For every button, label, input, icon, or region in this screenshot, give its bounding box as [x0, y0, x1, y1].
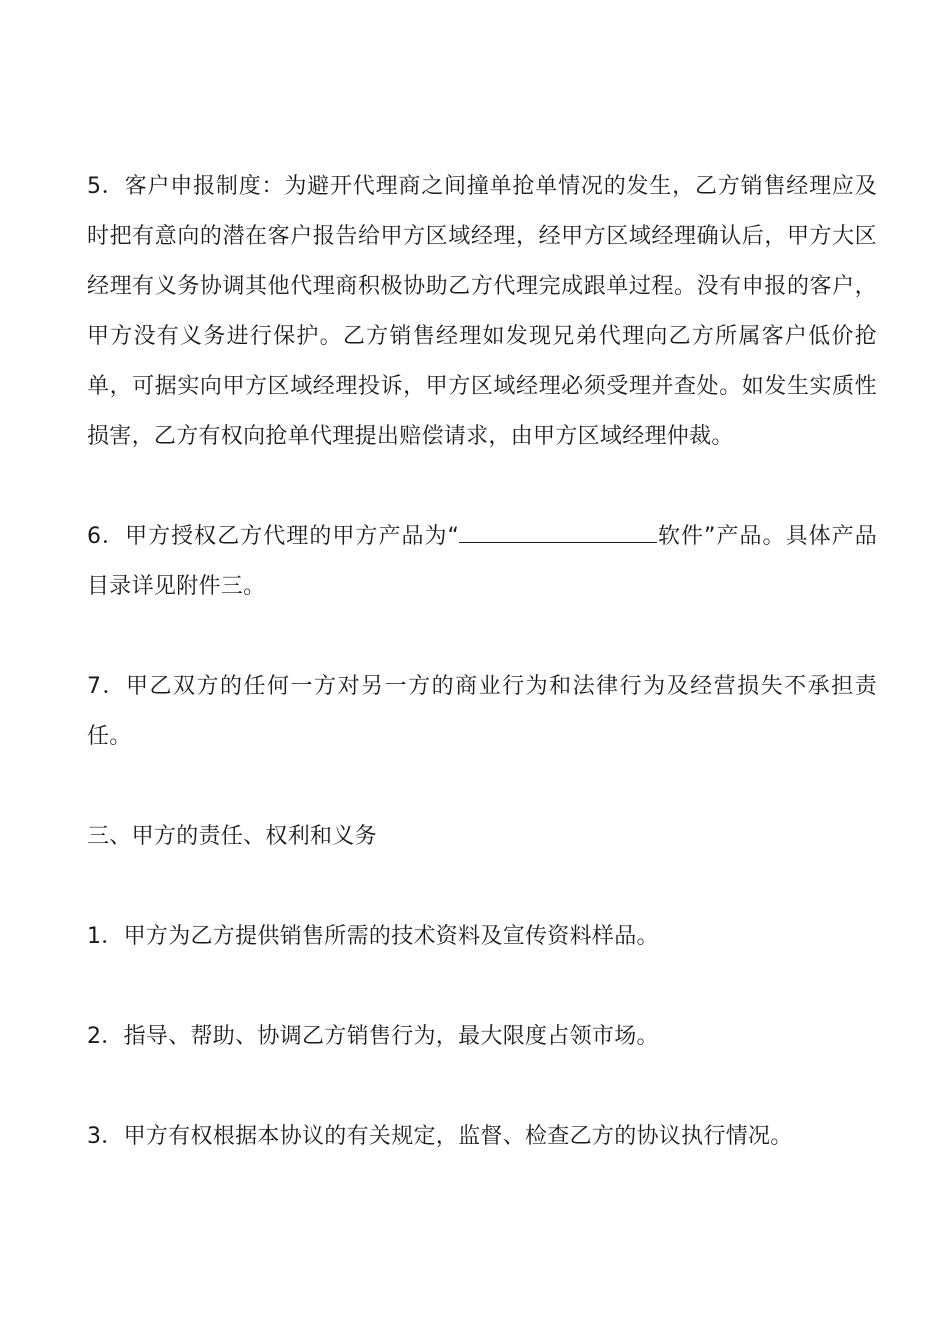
clause-6-authorized-products [87, 512, 877, 612]
section-3-item-1: 1．甲方为乙方提供销售所需的技术资料及宣传资料样品。 [87, 924, 659, 949]
paragraph-spacer [87, 962, 877, 1012]
section-3-item-3: 3．甲方有权根据本协议的有关规定，监督、检查乙方的协议执行情况。 [87, 1124, 793, 1149]
clause-5-customer-reporting: 5．客户申报制度：为避开代理商之间撞单抢单情况的发生，乙方销售经理应及时把有意向的潜在客户报告给甲方区域经理，经甲方区域经理确认后，甲方大区经理有义务协调其他代理商积极协助乙方代理完成跟单过程。没有申报的客户，甲方没有义务进行保护。乙方销售经理如发现兄弟代理向乙方所属客户低价抢单，可据实向甲方区域经理投诉，甲方区域经理必须受理并查处。如发生实质性损害，乙方有权向抢单代理提出赔偿请求，由甲方区域经理仲裁。 [87, 174, 877, 449]
clause-6-text-before: 6．甲方授权乙方代理的甲方产品为“ [87, 524, 460, 549]
paragraph-spacer [87, 862, 877, 912]
document-page [87, 162, 877, 1162]
paragraph-spacer [87, 762, 877, 812]
paragraph-spacer [87, 612, 877, 662]
clause-6-text-after: 软件”产品。具体产品目录详见附件三。 [87, 524, 877, 599]
clause-7-liability: 7．甲乙双方的任何一方对另一方的商业行为和法律行为及经营损失不承担责任。 [87, 674, 877, 749]
section-3-heading: 三、甲方的责任、权利和义务 [87, 824, 377, 849]
fill-in-blank [459, 522, 657, 543]
paragraph-spacer [87, 1062, 877, 1112]
paragraph-spacer [87, 462, 877, 512]
section-3-item-2: 2．指导、帮助、协调乙方销售行为，最大限度占领市场。 [87, 1024, 659, 1049]
